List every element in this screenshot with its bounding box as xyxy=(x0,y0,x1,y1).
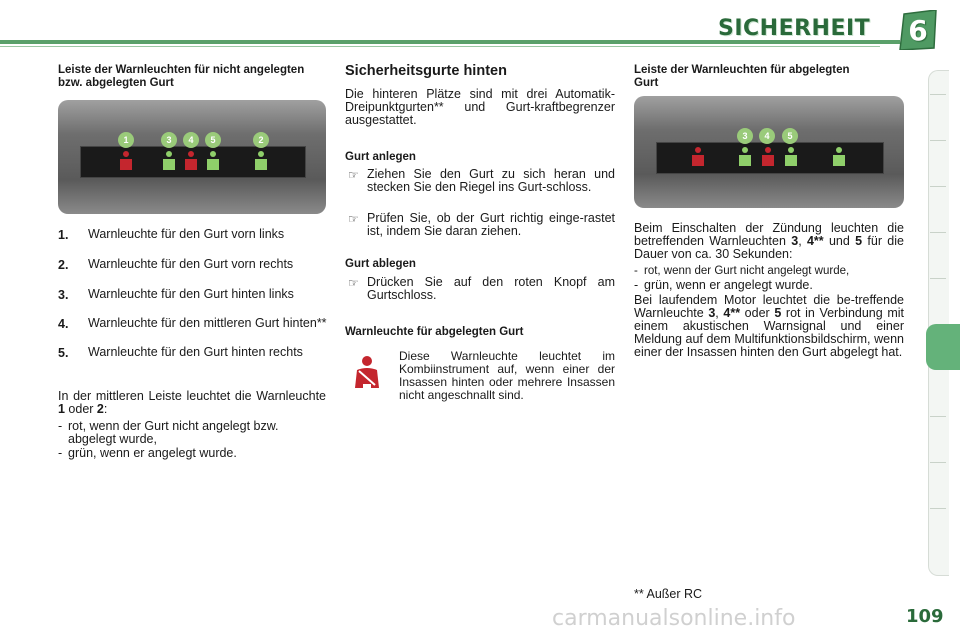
lamp-label-3: 3 xyxy=(737,128,753,144)
dash-text: rot, wenn der Gurt nicht angelegt bzw. abgelegt wurde, xyxy=(68,419,279,446)
para-text: für die Dauer von ca. 30 Sekunden: xyxy=(634,234,904,261)
right-paragraph-2 xyxy=(634,294,904,359)
para-bold: 5 xyxy=(774,306,782,320)
footnote: ** Außer RC xyxy=(634,587,703,601)
warn-text: Diese Warnleuchte leuchtet im Kombiinstrument auf, wenn einer der Insassen hinten oder mehrere Insassen nicht angeschnallt sind. xyxy=(399,349,615,402)
lamp-label-3: 3 xyxy=(161,132,177,148)
seatbelt-warning-icon xyxy=(349,354,385,394)
para-text: , xyxy=(715,306,724,320)
fasten-step: Prüfen Sie, ob der Gurt richtig einge-rastet ist, indem Sie daran ziehen. xyxy=(367,211,615,238)
para-text: Beim Einschalten der Zündung leuchten die betreffenden Warnleuchten xyxy=(634,221,904,248)
seatbelt-red-icon xyxy=(688,146,708,168)
item-text: Warnleuchte für den Gurt vorn links xyxy=(88,227,285,241)
para-bold: 2 xyxy=(96,402,104,416)
tab-divider xyxy=(930,416,946,417)
lamp-label-4: 4 xyxy=(759,128,775,144)
item-text: Warnleuchte für den Gurt vorn rechts xyxy=(88,257,294,271)
tab-divider xyxy=(930,140,946,141)
unfasten-heading: Gurt ablegen xyxy=(345,258,416,270)
pointing-finger-icon: ☞ xyxy=(348,276,359,290)
para-bold: 1 xyxy=(58,402,65,416)
item-number: 3. xyxy=(58,288,69,302)
dash-marker: - xyxy=(634,265,638,277)
lamp-label-1: 1 xyxy=(118,132,134,148)
item-number: 1. xyxy=(58,228,69,242)
header-rule-thin xyxy=(0,46,880,47)
para-text: und xyxy=(823,234,856,248)
seatbelt-red-icon xyxy=(116,150,136,172)
seatbelt-green-icon xyxy=(251,150,271,172)
dash-marker: - xyxy=(634,278,639,292)
item-number: 5. xyxy=(58,346,69,360)
tab-divider xyxy=(930,278,946,279)
lamp-label-5: 5 xyxy=(782,128,798,144)
para-text: Bei laufendem Motor leuchtet die be-treffende Warnleuchte xyxy=(634,293,904,320)
para-bold: 3 xyxy=(708,306,716,320)
seatbelt-green-icon xyxy=(829,146,849,168)
chapter-number: 6 xyxy=(908,14,928,47)
seatbelt-green-icon xyxy=(735,146,755,168)
warn-heading: Warnleuchte für abgelegten Gurt xyxy=(345,326,524,338)
pointing-finger-icon: ☞ xyxy=(348,212,359,226)
chapter-tab-rail[interactable] xyxy=(928,70,949,576)
dash-text: rot, wenn der Gurt nicht angelegt wurde, xyxy=(644,265,850,277)
lamp-label-5: 5 xyxy=(205,132,221,148)
para-text: , xyxy=(798,234,807,248)
item-number: 4. xyxy=(58,317,69,331)
right-heading: Leiste der Warnleuchten für abgelegten Gurt xyxy=(634,64,850,89)
item-number: 2. xyxy=(58,258,69,272)
warning-panel-front xyxy=(58,100,326,214)
left-paragraph xyxy=(58,390,326,416)
dash-marker: - xyxy=(58,419,63,433)
tab-divider xyxy=(930,508,946,509)
tab-divider xyxy=(930,462,946,463)
tab-divider xyxy=(930,186,946,187)
dash-text: grün, wenn er angelegt wurde. xyxy=(68,446,237,460)
item-text: Warnleuchte für den Gurt hinten links xyxy=(88,287,294,301)
fasten-heading: Gurt anlegen xyxy=(345,151,416,163)
lamp-label-4: 4 xyxy=(183,132,199,148)
tab-divider xyxy=(930,94,946,95)
para-bold: 5 xyxy=(855,234,863,248)
tab-divider xyxy=(930,232,946,233)
seatbelt-green-icon xyxy=(781,146,801,168)
right-paragraph-1 xyxy=(634,222,904,261)
para-bold: 4** xyxy=(723,306,741,320)
seatbelt-red-icon xyxy=(758,146,778,168)
pointing-finger-icon: ☞ xyxy=(348,168,359,182)
para-bold: 3 xyxy=(791,234,799,248)
item-text: Warnleuchte für den mittleren Gurt hinten** xyxy=(88,316,327,330)
watermark: carmanualsonline.info xyxy=(552,606,796,631)
para-text: oder xyxy=(740,306,775,320)
para-text: rot in Verbindung mit einem akustischen Warnsignal und einer Meldung auf dem Multifunktionsbildschirm, wenn einer der Insassen hinten den Gurt abgelegt hat. xyxy=(634,306,904,359)
middle-title: Sicherheitsgurte hinten xyxy=(345,63,507,79)
para-text: oder xyxy=(64,402,97,416)
fasten-step: Ziehen Sie den Gurt zu sich heran und stecken Sie den Riegel ins Gurt-schloss. xyxy=(367,167,615,194)
dash-marker: - xyxy=(58,446,63,460)
section-title: SICHERHEIT xyxy=(718,16,871,41)
chapter-tab-active[interactable] xyxy=(926,324,960,370)
lamp-label-2: 2 xyxy=(253,132,269,148)
item-text: Warnleuchte für den Gurt hinten rechts xyxy=(88,345,303,359)
page-number: 109 xyxy=(906,606,944,627)
intro-paragraph: Die hinteren Plätze sind mit drei Automatik-Dreipunktgurten** und Gurt-kraftbegrenzer ausgestattet. xyxy=(345,87,615,127)
seatbelt-green-icon xyxy=(159,150,179,172)
unfasten-step: Drücken Sie auf den roten Knopf am Gurtschloss. xyxy=(367,275,615,302)
seatbelt-green-icon xyxy=(203,150,223,172)
seatbelt-red-icon xyxy=(181,150,201,172)
para-text: : xyxy=(103,402,108,416)
dash-text: grün, wenn er angelegt wurde. xyxy=(644,278,813,292)
warning-panel-rear xyxy=(634,96,904,208)
para-text: In der mittleren Leiste leuchtet die Warnleuchte xyxy=(58,389,326,403)
left-heading: Leiste der Warnleuchten für nicht angelegten bzw. abgelegten Gurt xyxy=(58,64,305,89)
para-bold: 4** xyxy=(806,234,824,248)
